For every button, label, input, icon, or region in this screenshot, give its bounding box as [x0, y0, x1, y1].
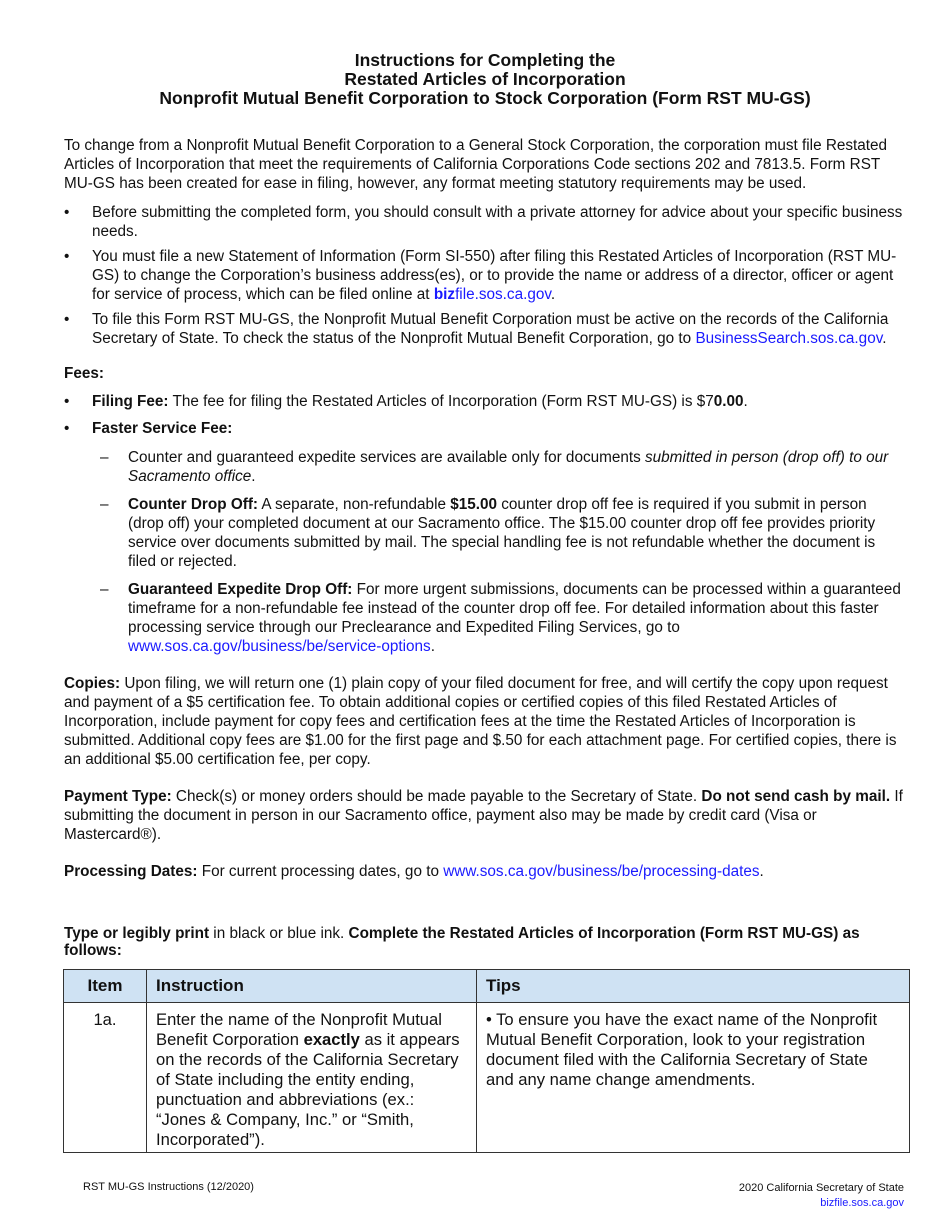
document-title: [64, 51, 906, 108]
list-item: [64, 247, 906, 304]
punct: .: [251, 468, 256, 485]
text: Counter and guaranteed expedite services are available only for documents: [128, 449, 646, 466]
title-line: Restated Articles of Incorporation: [344, 69, 626, 89]
text: For more urgent submissions, documents can be processed within a guaranteed timeframe for a non-refundable fee instead of the counter drop off fee. For detailed information about this faster processing service through our Preclearance and Expedited Filing Services, go to: [128, 581, 901, 636]
footer-form-id: RST MU-GS Instructions (12/2020): [83, 1181, 254, 1193]
fees-list: [64, 392, 906, 656]
requirements-list: [64, 203, 906, 348]
footer-copyright: 2020 California Secretary of State: [738, 1182, 904, 1194]
processing-paragraph: [64, 862, 906, 881]
document-body: [64, 51, 906, 1153]
table-row: [64, 1003, 910, 1153]
header-item: Item: [64, 970, 147, 1003]
bold-text: Do not send cash by mail.: [701, 788, 891, 805]
item-text: Before submitting the completed form, you should consult with a private attorney for advice about your specific business needs.: [92, 204, 903, 240]
footer-right: [739, 1181, 904, 1211]
title-line: Instructions for Completing the: [354, 50, 616, 70]
item-text: To file this Form RST MU-GS, the Nonprofit Mutual Benefit Corporation must be active on the records of the California Secretary of State. To check the status of the Nonprofit Mutual Benefit Corporation, go to: [92, 311, 889, 347]
label: Copies:: [64, 675, 121, 692]
list-item: [100, 448, 906, 486]
bizfile-link[interactable]: [434, 286, 551, 303]
link-rest: file.sos.ca.gov: [455, 286, 551, 303]
text: The fee for filing the Restated Articles of Incorporation (Form RST MU-GS) is $7: [168, 393, 714, 410]
payment-paragraph: [64, 787, 906, 844]
text: A separate, non-refundable: [258, 496, 451, 513]
list-item: [64, 203, 906, 241]
fees-heading: Fees:: [64, 365, 104, 382]
tips-cell: • To ensure you have the exact name of the Nonprofit Mutual Benefit Corporation, look to your registration document filed with the California Secretary of State and any name change amendments.: [477, 1003, 910, 1153]
list-item: [100, 495, 906, 571]
list-item: [100, 580, 906, 656]
punct: .: [759, 863, 764, 880]
text: as it appears on the records of the California Secretary of State including the entity ending, punctuation and abbreviations (ex.: “Jones & Company, Inc.” or “Smith, Incorporated”).: [156, 1030, 460, 1149]
amount: 0.00: [713, 393, 744, 410]
punct: .: [743, 393, 748, 410]
service-options-link[interactable]: www.sos.ca.gov/business/be/service-options: [128, 638, 431, 655]
item-cell: 1a.: [64, 1003, 147, 1153]
bold-text: exactly: [303, 1030, 360, 1049]
header-instruction: Instruction: [147, 970, 477, 1003]
punct: .: [882, 330, 887, 347]
label: Counter Drop Off:: [128, 496, 259, 513]
type-print-instructions: [64, 925, 906, 959]
text: counter drop off fee is required if you submit in person (drop off) your completed document at our Sacramento office. The $15.00 counter drop off fee provides priority service over documents submitted by mail. The special handling fee is not refundable whether the document is filed or rejected.: [128, 496, 876, 570]
label: Payment Type:: [64, 788, 172, 805]
label: Filing Fee:: [92, 393, 169, 410]
text: Check(s) or money orders should be made payable to the Secretary of State.: [171, 788, 702, 805]
link-bold: biz: [433, 286, 456, 303]
text: in black or blue ink.: [209, 925, 349, 942]
fees-section: [64, 364, 906, 656]
header-tips: Tips: [477, 970, 910, 1003]
text: Enter the name of the Nonprofit Mutual Benefit Corporation: [156, 1010, 442, 1049]
instructions-table: [63, 969, 910, 1153]
text: For current processing dates, go to: [197, 863, 444, 880]
bold-text: Type or legibly print: [64, 925, 210, 942]
processing-dates-link[interactable]: www.sos.ca.gov/business/be/processing-dates: [443, 863, 760, 880]
label: Guaranteed Expedite Drop Off:: [128, 581, 353, 598]
faster-service-list: [64, 448, 906, 656]
label: Faster Service Fee:: [92, 420, 233, 437]
punct: .: [430, 638, 435, 655]
bold-text: Complete the Restated Articles of Incorporation (Form RST MU-GS) as follows:: [64, 925, 860, 959]
instruction-cell: [147, 1003, 477, 1153]
title-line: Nonprofit Mutual Benefit Corporation to Stock Corporation (Form RST MU-GS): [159, 88, 811, 108]
text: Upon filing, we will return one (1) plain copy of your filed document for free, and will certify the copy upon request and payment of a $5 certification fee. To obtain additional copies or certified copies of this filed Restated Articles of Incorporation, include payment for copy fees and certification fees at the time the Restated Articles of Incorporation is submitted. Additional copy fees are $1.00 for the first page and $.50 for each attachment page. For certified copies, there is an additional $5.00 certification fee, per copy.: [64, 675, 897, 768]
list-item: [64, 310, 906, 348]
label: Processing Dates:: [64, 863, 198, 880]
punct: .: [550, 286, 556, 303]
list-item: [64, 392, 906, 411]
italic-text: submitted in person (drop off) to our Sacramento office: [128, 449, 889, 485]
intro-paragraph: To change from a Nonprofit Mutual Benefit Corporation to a General Stock Corporation, the corporation must file Restated Articles of Incorporation that meet the requirements of California Corporations Code sections 202 and 7813.5. Form RST MU-GS has been created for ease in filing, however, any format meeting statutory requirements may be used.: [64, 137, 888, 192]
item-text: You must file a new Statement of Information (Form SI-550) after filing this Restated Articles of Incorporation (RST MU-GS) to change the Corporation’s business address(es), or to provide the name or address of a director, officer or agent for service of process, which can be filed online at: [92, 248, 897, 303]
business-search-link[interactable]: BusinessSearch.sos.ca.gov: [695, 330, 883, 347]
footer-bizfile-link[interactable]: bizfile.sos.ca.gov: [820, 1197, 904, 1209]
copies-paragraph: [64, 674, 906, 769]
text: If submitting the document in person in our Sacramento office, payment also may be made by credit card (Visa or Mastercard®).: [64, 788, 903, 843]
amount: $15.00: [450, 496, 498, 513]
table-header-row: [64, 970, 910, 1003]
list-item: [64, 419, 906, 656]
